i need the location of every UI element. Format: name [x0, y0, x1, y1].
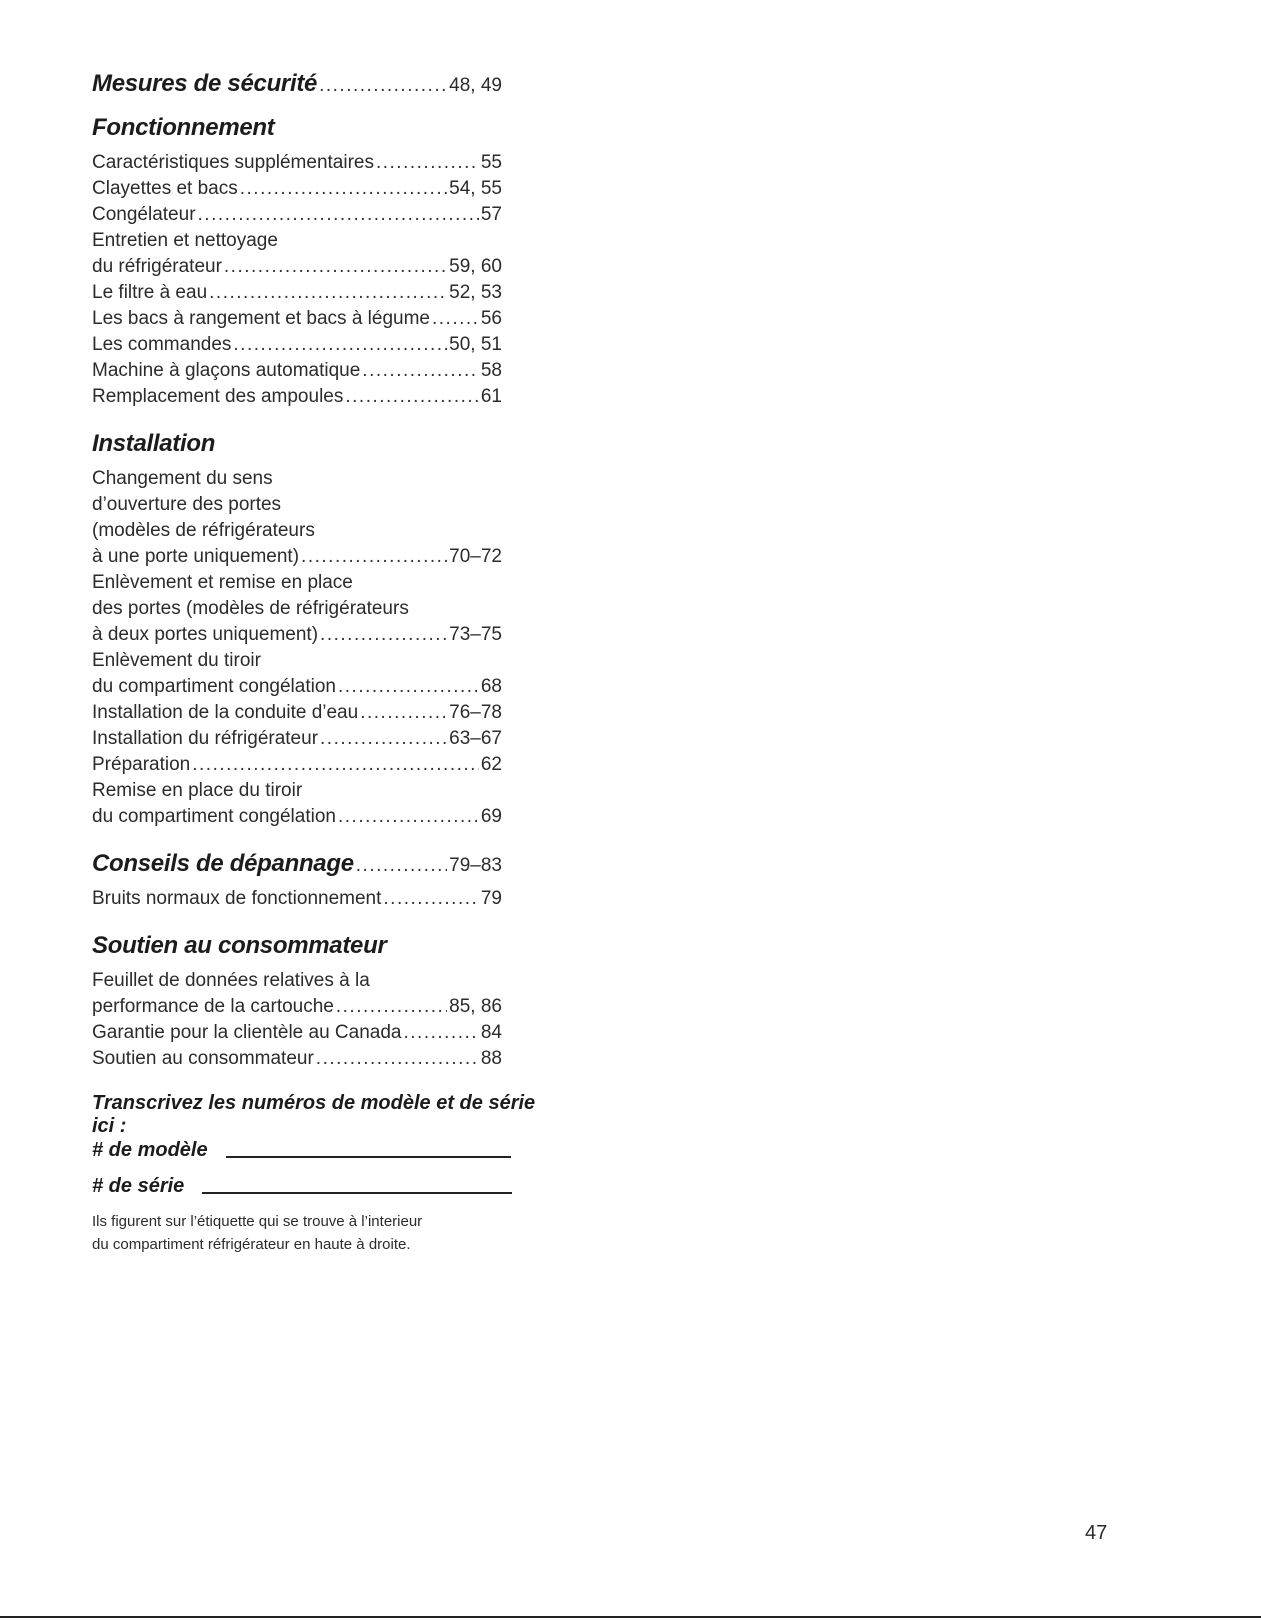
toc-entry-text: Caractéristiques supplémentaires: [92, 152, 374, 173]
section-title: Installation: [92, 430, 216, 457]
leader-dots: [383, 886, 478, 912]
toc-entry: [92, 280, 502, 306]
toc-entry: [92, 332, 502, 358]
page-number: 52, 53: [449, 282, 502, 303]
page-number: 59, 60: [449, 256, 502, 277]
toc-entry-text: performance de la cartouche: [92, 996, 334, 1017]
section-installation: [92, 430, 502, 830]
toc-entry: [92, 228, 502, 254]
toc-entry: [92, 968, 502, 994]
entry-list: [92, 886, 502, 912]
section-title: Mesures de sécurité: [92, 70, 318, 97]
page-number: 48, 49: [449, 75, 502, 96]
record-note-line: du compartiment réfrigérateur en haute à droite.: [92, 1236, 411, 1253]
record-title: Transcrivez les numéros de modèle et de série ici :: [92, 1092, 536, 1137]
toc-entry: [92, 804, 502, 830]
page-number: 56: [480, 308, 502, 329]
toc-entry-text: Bruits normaux de fonctionnement: [92, 888, 382, 909]
toc-entry: [92, 570, 502, 596]
page-number: 68: [480, 676, 502, 697]
leader-dots: [240, 176, 447, 202]
entry-list: [92, 968, 502, 1072]
section-heading: [92, 114, 502, 150]
leader-dots: [224, 254, 447, 280]
leader-dots: [345, 384, 479, 410]
toc-entry: [92, 648, 502, 674]
section-heading: [92, 932, 502, 968]
leader-dots: [356, 855, 447, 877]
page-number: 62: [480, 754, 502, 775]
toc-entry: [92, 518, 502, 544]
toc-entry: [92, 150, 502, 176]
model-serial-record: [92, 1092, 562, 1256]
page-number: 85, 86: [449, 996, 502, 1017]
toc-entry: [92, 1020, 502, 1046]
toc-entry-text: Les commandes: [92, 334, 232, 355]
record-note: [92, 1210, 562, 1256]
toc-entry-text: Remplacement des ampoules: [92, 386, 344, 407]
toc-entry-text: du compartiment congélation: [92, 676, 336, 697]
toc-entry-text: Clayettes et bacs: [92, 178, 238, 199]
page-number: 55: [480, 152, 502, 173]
toc-entry-text: Installation du réfrigérateur: [92, 728, 319, 749]
page-number: 79: [480, 888, 502, 909]
page-number: 88: [480, 1048, 502, 1069]
leader-dots: [336, 994, 447, 1020]
entry-list: [92, 150, 502, 410]
page-number: 54, 55: [449, 178, 502, 199]
leader-dots: [209, 280, 447, 306]
toc-entry: [92, 492, 502, 518]
toc-entry-text: du compartiment congélation: [92, 806, 336, 827]
toc-entry: [92, 306, 502, 332]
section-heading: [92, 850, 502, 886]
page-number: 57: [480, 204, 502, 225]
page-folio: 47: [1085, 1522, 1108, 1544]
toc-entry: [92, 700, 502, 726]
toc-entry: [92, 358, 502, 384]
page-number: 79–83: [449, 855, 502, 876]
toc-entry-text: des portes (modèles de réfrigérateurs: [92, 598, 409, 619]
leader-dots: [376, 150, 479, 176]
section-title: Conseils de dépannage: [92, 850, 354, 877]
toc-entry: [92, 994, 502, 1020]
page-number: 58: [480, 360, 502, 381]
model-number-label: # de modèle: [92, 1139, 208, 1161]
toc-entry-text: Préparation: [92, 754, 191, 775]
page-number: 63–67: [449, 728, 502, 749]
serial-number-field: [92, 1162, 562, 1198]
toc-entry-text: Soutien au consommateur: [92, 1048, 314, 1069]
toc-entry-text: du réfrigérateur: [92, 256, 222, 277]
table-of-contents: [92, 70, 502, 1072]
leader-dots: [233, 332, 447, 358]
toc-entry: [92, 778, 502, 804]
toc-entry: [92, 596, 502, 622]
model-number-field: [92, 1126, 562, 1162]
toc-entry: [92, 674, 502, 700]
leader-dots: [316, 1046, 479, 1072]
section-conseils-de-depannage: [92, 850, 502, 912]
toc-entry: [92, 202, 502, 228]
section-heading: [92, 70, 502, 106]
toc-entry-text: Enlèvement du tiroir: [92, 650, 261, 671]
section-title: Fonctionnement: [92, 114, 275, 141]
toc-entry-text: Machine à glaçons automatique: [92, 360, 361, 381]
page-number: 50, 51: [449, 334, 502, 355]
toc-entry-text: à deux portes uniquement): [92, 624, 319, 645]
entry-list: [92, 466, 502, 830]
toc-entry-text: Congélateur: [92, 204, 196, 225]
section-heading: [92, 430, 502, 466]
toc-entry: [92, 176, 502, 202]
toc-entry-text: Les bacs à rangement et bacs à légume: [92, 308, 430, 329]
leader-dots: [198, 202, 479, 228]
page-number: 76–78: [449, 702, 502, 723]
page-number: 84: [480, 1022, 502, 1043]
page-number: 69: [480, 806, 502, 827]
toc-entry-text: Enlèvement et remise en place: [92, 572, 353, 593]
toc-entry-text: Entretien et nettoyage: [92, 230, 278, 251]
toc-entry-text: Changement du sens: [92, 468, 273, 489]
toc-entry: [92, 544, 502, 570]
page-number: 70–72: [449, 546, 502, 567]
toc-entry: [92, 752, 502, 778]
toc-entry-text: à une porte uniquement): [92, 546, 300, 567]
toc-entry-text: Installation de la conduite d’eau: [92, 702, 359, 723]
toc-entry-text: Remise en place du tiroir: [92, 780, 303, 801]
leader-dots: [320, 726, 447, 752]
toc-entry-text: Le filtre à eau: [92, 282, 208, 303]
leader-dots: [320, 622, 447, 648]
toc-entry-text: d’ouverture des portes: [92, 494, 282, 515]
serial-number-blank-line: [202, 1190, 512, 1194]
toc-entry-text: Feuillet de données relatives à la: [92, 970, 370, 991]
leader-dots: [338, 674, 479, 700]
page-number: 73–75: [449, 624, 502, 645]
leader-dots: [403, 1020, 478, 1046]
toc-entry: [92, 254, 502, 280]
leader-dots: [362, 358, 479, 384]
toc-entry: [92, 886, 502, 912]
section-fonctionnement: [92, 114, 502, 410]
toc-entry-text: Garantie pour la clientèle au Canada: [92, 1022, 402, 1043]
model-number-blank-line: [226, 1154, 511, 1158]
leader-dots: [360, 700, 447, 726]
section-title: Soutien au consommateur: [92, 932, 387, 959]
leader-dots: [319, 75, 447, 97]
bottom-rule: [0, 1616, 1261, 1618]
toc-entry: [92, 726, 502, 752]
section-mesures-de-securite: [92, 70, 502, 106]
toc-entry: [92, 622, 502, 648]
toc-entry-text: (modèles de réfrigérateurs: [92, 520, 315, 541]
leader-dots: [301, 544, 447, 570]
serial-number-label: # de série: [92, 1175, 185, 1197]
leader-dots: [192, 752, 479, 778]
toc-entry: [92, 466, 502, 492]
leader-dots: [338, 804, 479, 830]
record-note-line: Ils figurent sur l’étiquette qui se trouve à l’interieur: [92, 1213, 423, 1230]
toc-entry: [92, 384, 502, 410]
toc-entry: [92, 1046, 502, 1072]
leader-dots: [432, 306, 479, 332]
section-soutien-au-consommateur: [92, 932, 502, 1072]
page-number: 61: [480, 386, 502, 407]
